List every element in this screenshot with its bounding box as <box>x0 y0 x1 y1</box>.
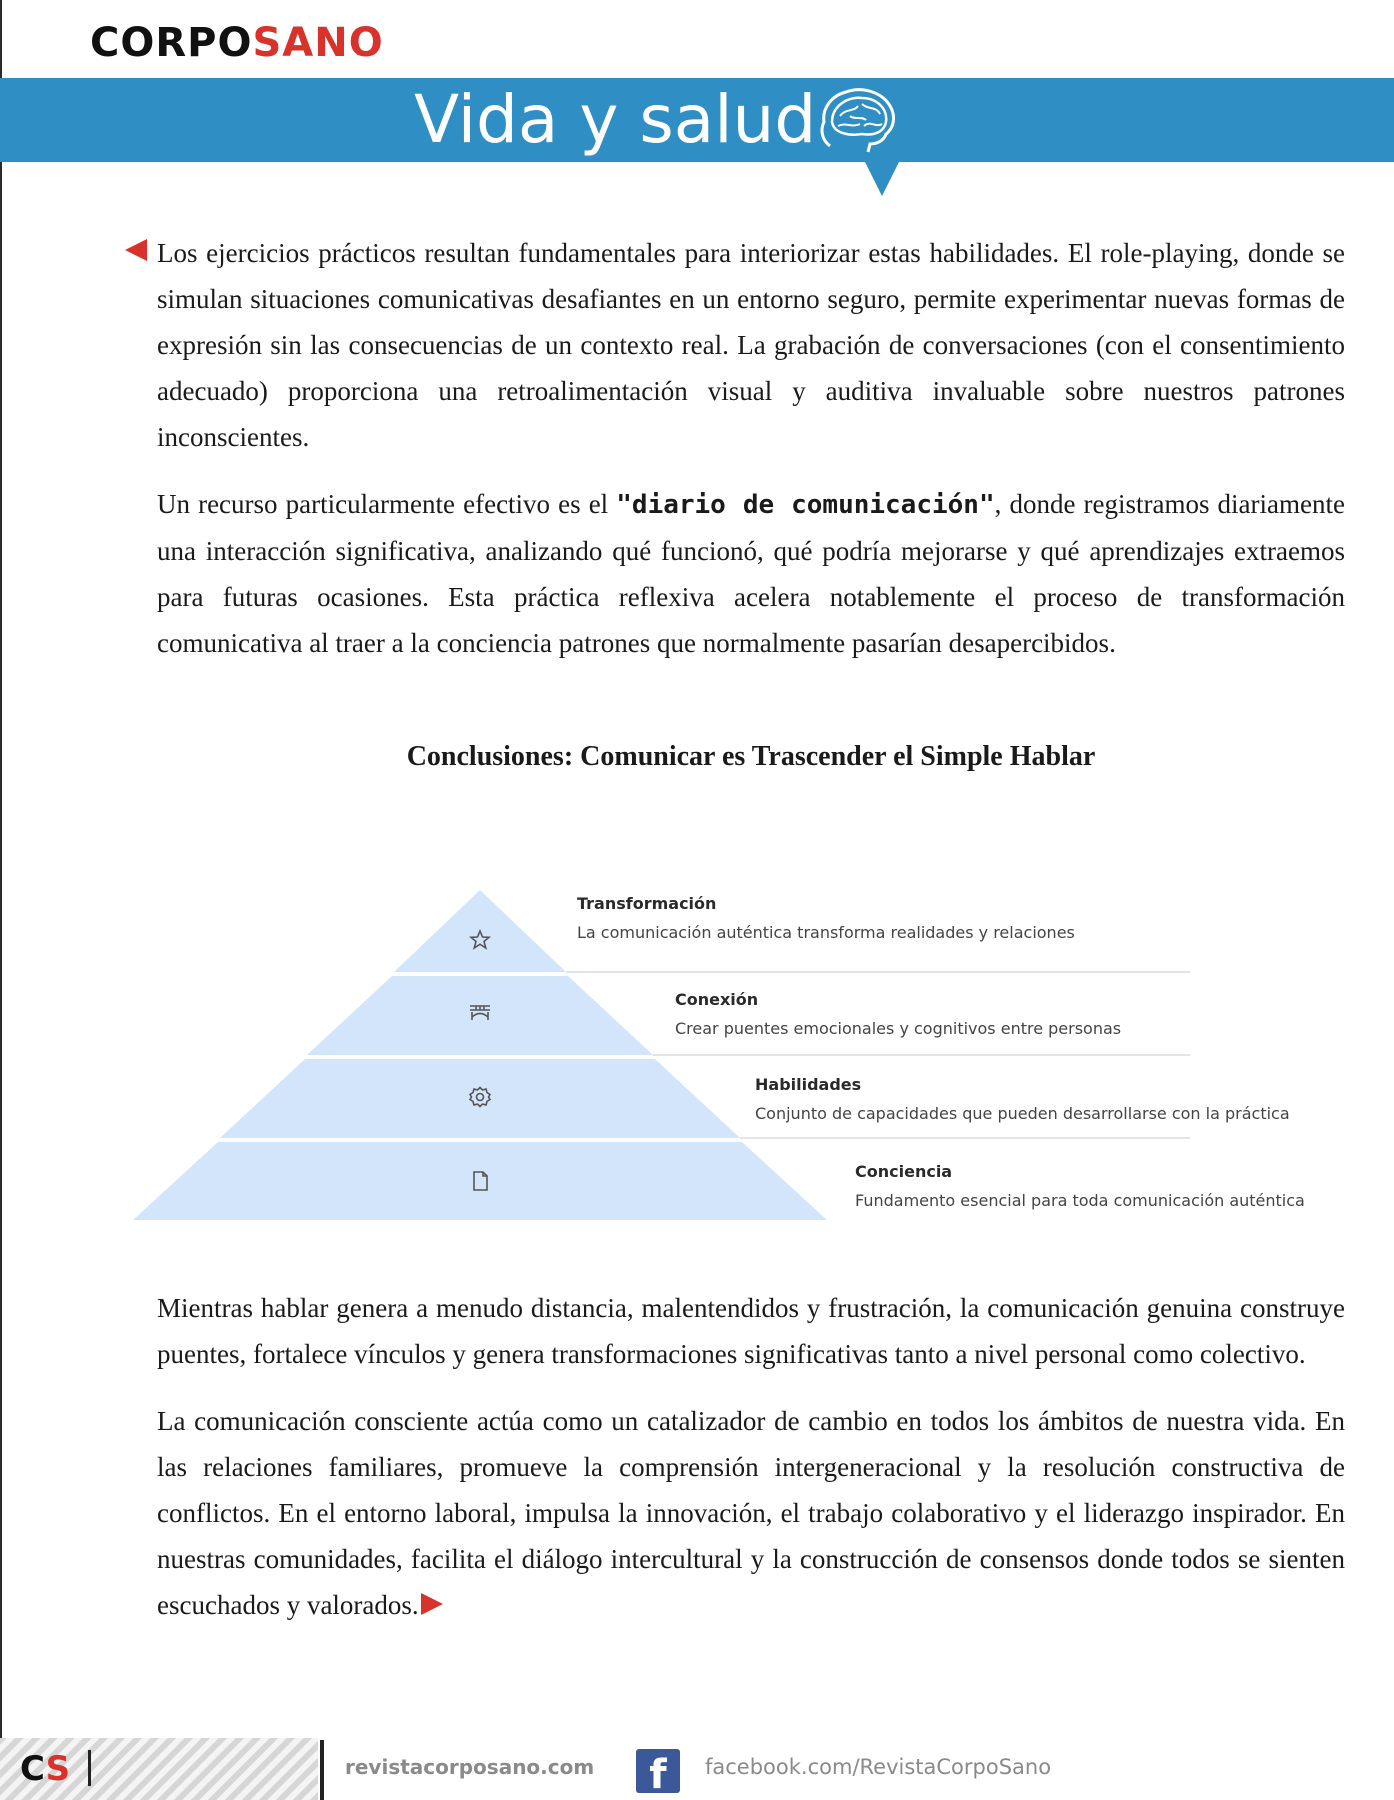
footer-logo-bar <box>88 1750 91 1786</box>
article-start-marker <box>125 239 147 261</box>
pyramid-desc: La comunicación auténtica transforma realidades y relaciones <box>577 923 1075 942</box>
article-body-top <box>157 230 1345 687</box>
pyramid-label-habilidades <box>755 1075 1290 1123</box>
pyramid-desc: Crear puentes emocionales y cognitivos entre personas <box>675 1019 1122 1038</box>
pyramid-desc: Conjunto de capacidades que pueden desarrollarse con la práctica <box>755 1104 1290 1123</box>
paragraph-diary-start: Un recurso particularmente efectivo es el <box>157 489 617 519</box>
page-footer <box>0 1738 1394 1800</box>
pyramid-level-conexion <box>307 976 653 1055</box>
brand-logo <box>90 18 384 68</box>
facebook-link[interactable]: facebook.com/RevistaCorpoSano <box>705 1755 1052 1779</box>
footer-divider <box>320 1740 324 1800</box>
pyramid-label-conexion <box>675 990 1121 1038</box>
brand-logo-part1: CORPO <box>90 20 253 66</box>
communication-pyramid <box>0 880 1394 1230</box>
pyramid-level-conciencia <box>133 1142 827 1220</box>
facebook-icon[interactable]: f <box>636 1749 680 1793</box>
brain-head-icon <box>818 86 898 158</box>
pyramid-label-transformacion <box>577 894 1075 942</box>
paragraph-catalyst <box>157 1398 1345 1628</box>
paragraph-exercises: Los ejercicios prácticos resultan fundamentales para interiorizar estas habilidades. El role-playing, donde se simulan situaciones comunicativas desafiantes en un entorno seguro, permite experimentar nuevas formas de expresión sin las consecuencias de un contexto real. La grabación de conversaciones (con el consentimiento adecuado) proporciona una retroalimentación visual y auditiva invaluable sobre nuestros patrones inconscientes. <box>157 238 1345 452</box>
pyramid-title: Habilidades <box>755 1075 862 1094</box>
paragraph-diary <box>157 481 1345 666</box>
banner-pointer <box>865 162 899 196</box>
paragraph-catalyst-text: La comunicación consciente actúa como un catalizador de cambio en todos los ámbitos de nuestra vida. En las relaciones familiares, promueve la comprensión intergeneracional y la resolución constructiva de conflictos. En el entorno laboral, impulsa la innovación, el trabajo colaborativo y el liderazgo inspirador. En nuestras comunidades, facilita el diálogo intercultural y la construcción de consensos donde todos se sienten escuchados y valorados. <box>157 1406 1345 1620</box>
article-end-marker <box>421 1593 443 1615</box>
paragraph-diary-bold: "diario de comunicación" <box>616 490 995 520</box>
section-title: Vida y salud <box>414 81 817 158</box>
website-link[interactable]: revistacorposano.com <box>345 1755 595 1779</box>
footer-logo-c: C <box>20 1749 46 1789</box>
pyramid-title: Conexión <box>675 990 759 1009</box>
brand-logo-part2: SANO <box>252 20 384 66</box>
paragraph-diary-end: , donde registramos diariamente una interacción significativa, analizando qué funcionó, qué podría mejorarse y qué aprendizajes extraemos para futuras ocasiones. Esta práctica reflexiva acelera notablemente el proceso de transformación comunicativa al traer a la conciencia patrones que normalmente pasarían desapercibidos. <box>157 489 1345 658</box>
pyramid-title: Transformación <box>577 894 717 913</box>
pyramid-desc: Fundamento esencial para toda comunicación auténtica <box>855 1191 1305 1210</box>
pyramid-level-habilidades <box>220 1059 740 1138</box>
conclusion-title: Conclusiones: Comunicar es Trascender el Simple Hablar <box>406 741 1096 772</box>
pyramid-title: Conciencia <box>855 1162 953 1181</box>
article-body-bottom <box>157 1285 1345 1649</box>
paragraph-genuine-communication: Mientras hablar genera a menudo distancia, malentendidos y frustración, la comunicación genuina construye puentes, fortalece vínculos y genera transformaciones significativas tanto a nivel personal como colectivo. <box>157 1293 1345 1369</box>
footer-logo-s: S <box>45 1749 71 1789</box>
footer-logo <box>20 1748 70 1790</box>
pyramid-label-conciencia <box>855 1162 1305 1210</box>
